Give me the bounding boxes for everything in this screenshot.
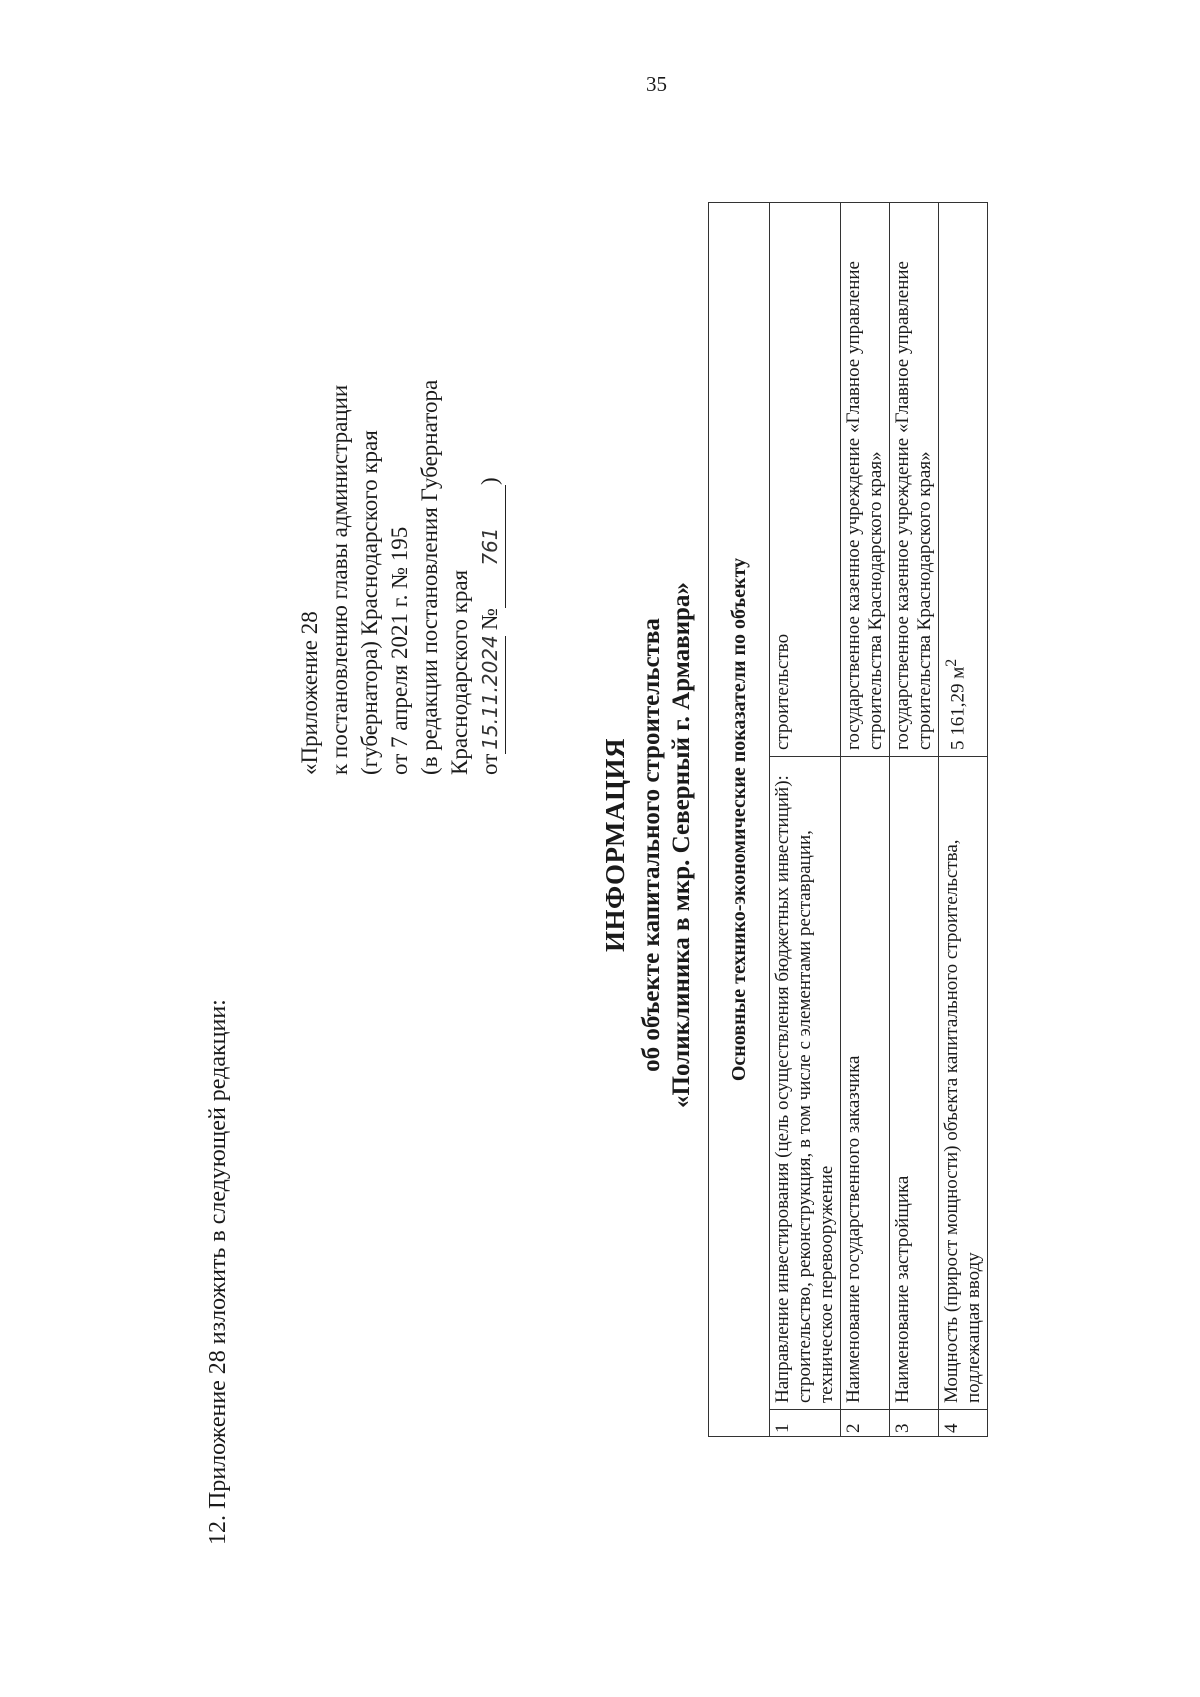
row-number: 3	[890, 1410, 939, 1437]
row-value: государственное казенное учреждение «Главное управление строительства Краснодарского края»	[841, 203, 890, 757]
row-label: Наименование государственного заказчика	[841, 757, 890, 1410]
row-label: Мощность (прирост мощности) объекта капитального строительства, подлежащая вводу	[939, 757, 988, 1410]
appendix-line: (губернатора) Краснодарского края	[357, 430, 382, 775]
row-value	[939, 203, 988, 757]
handwritten-date: 15.11.2024	[475, 636, 506, 754]
document-subtitle: об объекте капитального строительства	[638, 618, 665, 1072]
capacity-value: 5 161,29 м	[947, 666, 969, 750]
table-row	[841, 203, 890, 1437]
row-number: 2	[841, 1410, 890, 1437]
unit-superscript: 2	[943, 658, 960, 667]
row-label: Направление инвестирования (цель осуществления бюджетных инвестиций): строительство, реконструкция, в том числе с элементами реставрации, техническое перевооружение	[770, 757, 841, 1410]
table-header-row	[709, 203, 770, 1437]
appendix-line: (в редакции постановления Губернатора	[417, 379, 442, 775]
row-number: 1	[770, 1410, 841, 1437]
table-row	[939, 203, 988, 1437]
indicators-table	[708, 202, 988, 1437]
appendix-header	[295, 380, 506, 775]
table-header: Основные технико-экономические показатели по объекту	[709, 203, 770, 1437]
row-value: государственное казенное учреждение «Главное управление строительства Краснодарского края»	[890, 203, 939, 757]
number-label: №	[477, 608, 502, 630]
object-name: «Поликлиника в мкр. Северный г. Армавира»	[668, 582, 695, 1108]
appendix-line: от 7 апреля 2021 г. № 195	[387, 526, 412, 775]
row-label: Наименование застройщика	[890, 757, 939, 1410]
close-paren: )	[477, 477, 502, 486]
handwritten-number: 761	[475, 485, 506, 608]
appendix-line: к постановлению главы администрации	[327, 384, 352, 775]
rotated-content	[170, 145, 1090, 1545]
row-number: 4	[939, 1410, 988, 1437]
page-number: 35	[646, 72, 667, 96]
appendix-signature-line	[475, 380, 506, 775]
appendix-line: «Приложение 28	[297, 611, 322, 775]
document-title: ИНФОРМАЦИЯ	[600, 738, 630, 952]
from-label: от	[477, 753, 502, 775]
row-value: строительство	[770, 203, 841, 757]
intro-text: 12. Приложение 28 изложить в следующей редакции:	[205, 999, 231, 1545]
table-row	[890, 203, 939, 1437]
appendix-line: Краснодарского края	[447, 569, 472, 775]
table-row	[770, 203, 841, 1437]
